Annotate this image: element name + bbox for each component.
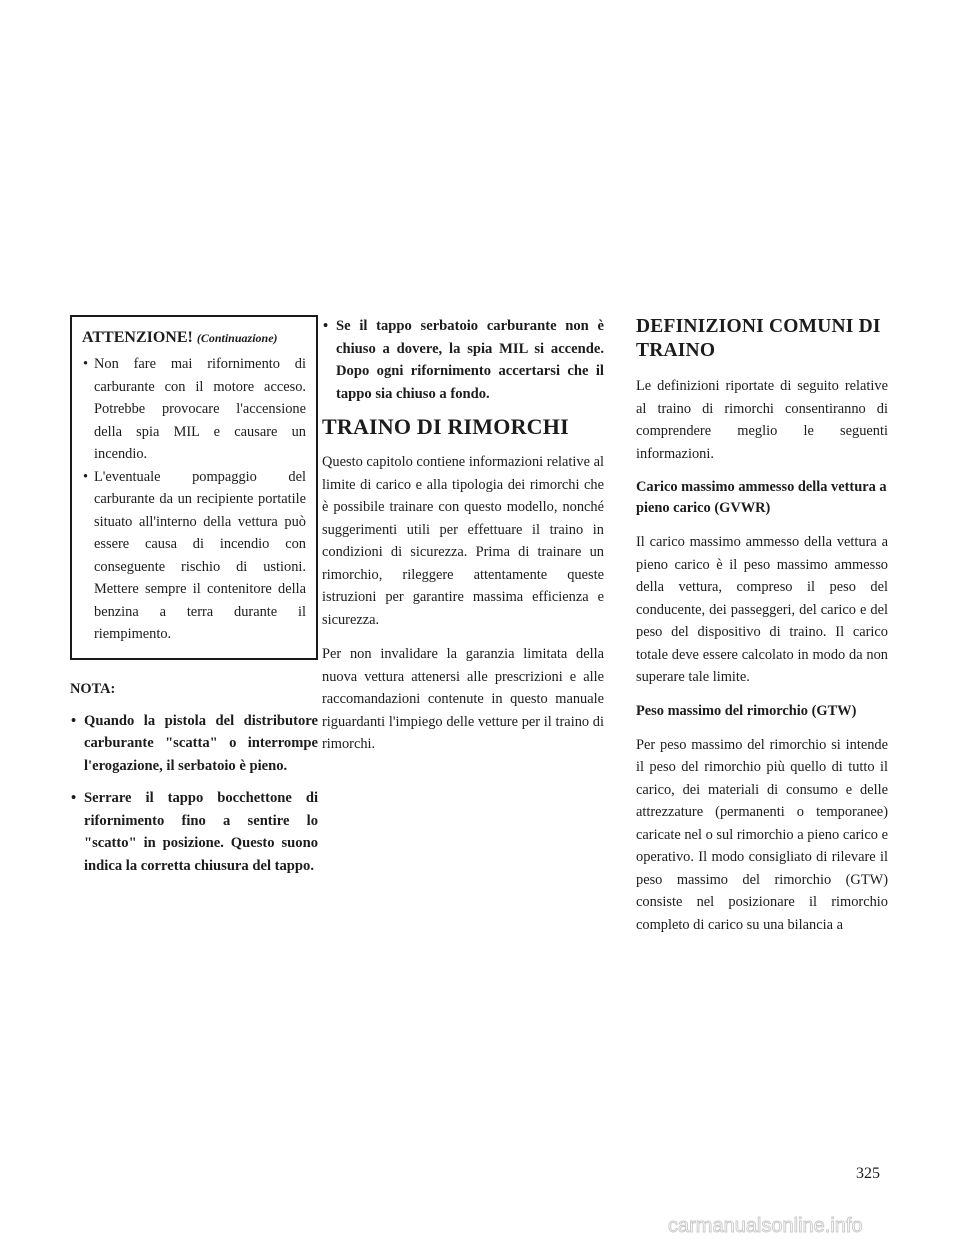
definitions-intro: Le definizioni riportate di seguito relative al traino di rimorchi consentiranno di comprendere meglio le seguenti informazioni. (636, 378, 888, 462)
warning-continuation: (Continuazione) (196, 331, 278, 345)
gtw-heading: Peso massimo del rimorchio (GTW) (636, 702, 857, 719)
page-number: 325 (856, 1165, 880, 1182)
watermark (668, 1212, 952, 1238)
towing-paragraph: Per non invalidare la garanzia limitata della nuova vettura attenersi alle prescrizioni e alle raccomandazioni contenute in questo manuale riguardanti l'impiego delle vetture per il traino di rimorchi. (322, 646, 604, 752)
gvwr-text: Il carico massimo ammesso della vettura a pieno carico è il peso massimo ammesso della vettura, compreso il peso del conducente, dei passeggeri, del carico e del peso del dispositivo di traino. Il carico totale deve essere calcolato in modo da non superare tale limite. (636, 534, 888, 685)
nota-list (70, 710, 318, 878)
nota-item: • Se il tappo serbatoio carburante non è chiuso a dovere, la spia MIL si accende. Dopo ogni rifornimento accertarsi che il tappo sia chiuso a fondo. (322, 315, 604, 405)
warning-list (82, 353, 306, 646)
warning-header (82, 327, 306, 349)
watermark-text: carmanualsonline.info (668, 1215, 863, 1237)
warning-item: • L'eventuale pompaggio del carburante da un recipiente portatile situato all'interno della vettura può essere causa di incendio con conseguente rischio di ustioni. Mettere sempre il contenitore della benzina a terra durante il riempimento. (82, 466, 306, 646)
column-middle (322, 315, 604, 768)
nota-label: NOTA: (70, 680, 116, 697)
column-left (70, 315, 318, 887)
warning-item: • Non fare mai rifornimento di carburante con il motore acceso. Potrebbe provocare l'accensione della spia MIL e causare un incendio. (82, 353, 306, 466)
towing-heading: TRAINO DI RIMORCHI (322, 414, 569, 439)
nota-list-continued (322, 315, 604, 405)
warning-title: ATTENZIONE! (82, 329, 193, 346)
gvwr-heading: Carico massimo ammesso della vettura a pieno carico (GVWR) (636, 479, 887, 516)
nota-item: • Serrare il tappo bocchettone di rifornimento fino a sentire lo "scatto" in posizione. Questo suono indica la corretta chiusura del tappo. (70, 787, 318, 877)
definitions-heading: DEFINIZIONI COMUNI DI TRAINO (636, 316, 881, 361)
nota-item: • Quando la pistola del distributore carburante "scatta" o interrompe l'erogazione, il serbatoio è pieno. (70, 710, 318, 778)
gtw-text: Per peso massimo del rimorchio si intende il peso del rimorchio più quello di tutto il carico, dei materiali di consumo e delle attrezzature (permanenti o temporanee) caricate nel o sul rimorchio a pieno carico e operativo. Il modo consigliato di rilevare il peso massimo del rimorchio (GTW) consiste nel posizionare il rimorchio completo di carico su una bilancia a (636, 736, 888, 933)
towing-paragraph: Questo capitolo contiene informazioni relative al limite di carico e alla tipologia dei rimorchi che è possibile trainare con questo modello, nonché suggerimenti utili per effettuare il traino in condizioni di sicurezza. Prima di trainare un rimorchio, rileggere attentamente queste istruzioni per garantire massima efficienza e sicurezza. (322, 454, 604, 628)
column-right (636, 315, 888, 948)
warning-box (70, 315, 318, 660)
